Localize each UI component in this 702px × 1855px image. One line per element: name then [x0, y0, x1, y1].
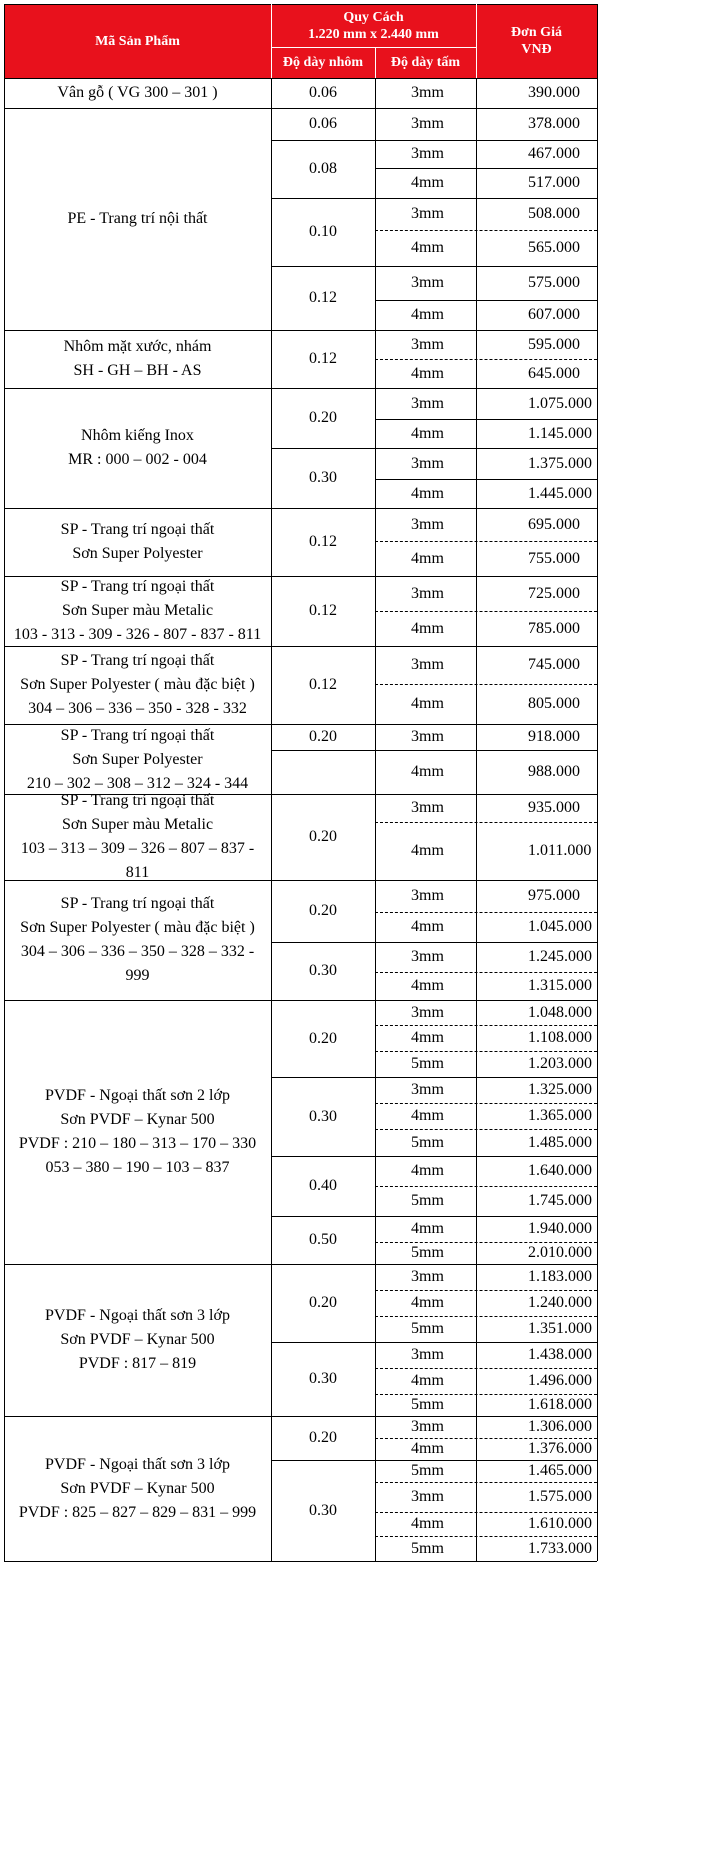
- aluminum-thickness: 0.10: [309, 223, 337, 240]
- sheet-thickness: 4mm: [411, 1372, 444, 1389]
- unit-price: 935.000: [528, 799, 580, 816]
- aluminum-thickness: 0.50: [309, 1231, 337, 1248]
- aluminum-thickness: 0.20: [309, 1294, 337, 1311]
- unit-price: 1.048.000: [528, 1003, 592, 1021]
- row-border: [4, 330, 597, 331]
- unit-price: 1.315.000: [528, 977, 592, 994]
- row-border: [375, 1438, 597, 1439]
- row-border: [375, 419, 597, 420]
- row-border: [375, 1242, 597, 1243]
- row-border: [375, 1025, 597, 1026]
- row-border: [271, 1077, 597, 1078]
- sheet-thickness: 5mm: [411, 1539, 444, 1557]
- row-border: [375, 1051, 597, 1052]
- aluminum-thickness: 0.20: [309, 1029, 337, 1047]
- product-name: SP - Trang trí ngoại thất Sơn Super Polyester ( màu đặc biệt ) 304 – 306 – 336 – 350 – 328 – 332 - 999: [20, 895, 255, 984]
- aluminum-thickness: 0.20: [309, 728, 337, 745]
- unit-price: 1.375.000: [528, 454, 592, 472]
- unit-price: 1.733.000: [528, 1539, 592, 1557]
- sheet-thickness: 3mm: [411, 728, 444, 745]
- unit-price: 1.445.000: [528, 484, 592, 502]
- unit-price: 1.575.000: [528, 1488, 592, 1505]
- sheet-thickness: 3mm: [411, 274, 444, 291]
- product-name: PVDF - Ngoại thất sơn 2 lớp Sơn PVDF – Kynar 500 PVDF : 210 – 180 – 313 – 170 – 330 053 – 380 – 190 – 103 – 837: [18, 1087, 257, 1176]
- unit-price: 378.000: [528, 115, 580, 132]
- unit-price: 725.000: [528, 584, 580, 602]
- sheet-thickness: 3mm: [411, 948, 444, 965]
- row-border: [375, 912, 597, 913]
- sheet-thickness: 5mm: [411, 1244, 444, 1261]
- row-border: [375, 1482, 597, 1483]
- row-border: [271, 448, 597, 449]
- row-border: [375, 822, 597, 823]
- sheet-thickness: 4mm: [411, 1162, 444, 1179]
- aluminum-thickness: 0.20: [309, 828, 337, 845]
- unit-price: 467.000: [528, 145, 580, 162]
- row-border: [271, 750, 597, 751]
- aluminum-thickness: 0.40: [309, 1177, 337, 1194]
- sheet-thickness: 4mm: [411, 174, 444, 191]
- sheet-thickness: 3mm: [411, 584, 444, 602]
- row-border: [375, 1290, 597, 1291]
- sheet-thickness: 4mm: [411, 918, 444, 935]
- unit-price: 508.000: [528, 205, 580, 222]
- product-name: PE - Trang trí nội thất: [67, 210, 208, 227]
- aluminum-thickness: 0.06: [309, 115, 337, 132]
- sheet-thickness: 5mm: [411, 1396, 444, 1413]
- sheet-thickness: 3mm: [411, 115, 444, 132]
- header-unit-price: [476, 4, 597, 78]
- unit-price: 1.240.000: [528, 1294, 592, 1311]
- row-border: [271, 140, 597, 141]
- header-currency: VNĐ: [521, 42, 552, 57]
- sheet-thickness: 4mm: [411, 1515, 444, 1532]
- row-border: [4, 880, 597, 881]
- unit-price: 607.000: [528, 306, 580, 323]
- aluminum-thickness: 0.12: [309, 350, 337, 367]
- unit-price: 1.618.000: [528, 1396, 592, 1413]
- sheet-thickness: 5mm: [411, 1462, 444, 1479]
- row-border: [4, 646, 597, 647]
- unit-price: 1.325.000: [528, 1081, 592, 1098]
- row-border: [375, 300, 597, 301]
- row-border: [375, 1394, 597, 1395]
- unit-price: 1.245.000: [528, 948, 592, 965]
- unit-price: 1.745.000: [528, 1192, 592, 1209]
- product-name: Nhôm kiếng Inox MR : 000 – 002 - 004: [68, 427, 207, 468]
- row-border: [375, 972, 597, 973]
- row-border: [4, 724, 597, 725]
- unit-price: 575.000: [528, 274, 580, 291]
- unit-price: 1.465.000: [528, 1462, 592, 1479]
- row-border: [375, 541, 597, 542]
- row-border: [4, 576, 597, 577]
- row-border: [4, 1264, 597, 1265]
- row-border: [375, 1186, 597, 1187]
- sheet-thickness: 5mm: [411, 1192, 444, 1209]
- row-border: [375, 611, 597, 612]
- aluminum-thickness: 0.06: [309, 84, 337, 101]
- row-border: [375, 168, 597, 169]
- aluminum-thickness: 0.12: [309, 602, 337, 619]
- sheet-thickness: 4mm: [411, 1440, 444, 1457]
- row-border: [375, 1536, 597, 1537]
- unit-price: 695.000: [528, 515, 580, 533]
- sheet-thickness: 3mm: [411, 145, 444, 162]
- unit-price: 1.365.000: [528, 1107, 592, 1124]
- sheet-thickness: 4mm: [411, 239, 444, 256]
- column-border: [4, 4, 5, 1561]
- sheet-thickness: 5mm: [411, 1320, 444, 1337]
- unit-price: 390.000: [528, 84, 580, 101]
- aluminum-thickness: 0.08: [309, 160, 337, 177]
- header-bottom-border: [4, 78, 597, 79]
- product-name: PVDF - Ngoại thất sơn 3 lớp Sơn PVDF – Kynar 500 PVDF : 825 – 827 – 829 – 831 – 999: [18, 1455, 257, 1521]
- sheet-thickness: 4mm: [411, 977, 444, 994]
- header-spec-divider: [271, 47, 476, 48]
- unit-price: 1.496.000: [528, 1372, 592, 1389]
- sheet-thickness: 3mm: [411, 515, 444, 533]
- row-border: [375, 1316, 597, 1317]
- sheet-thickness: 4mm: [411, 1220, 444, 1237]
- column-border: [271, 78, 272, 1561]
- row-border: [375, 1103, 597, 1104]
- row-border: [4, 508, 597, 509]
- sheet-thickness: 3mm: [411, 1268, 444, 1285]
- product-name: Nhôm mặt xước, nhám SH - GH – BH - AS: [63, 338, 212, 379]
- sheet-thickness: 3mm: [411, 1081, 444, 1098]
- sheet-thickness: 4mm: [411, 1029, 444, 1046]
- sheet-thickness: 3mm: [411, 84, 444, 101]
- header-col-divider: [476, 4, 477, 78]
- row-border: [375, 230, 597, 231]
- row-border: [4, 388, 597, 389]
- row-border: [375, 1512, 597, 1513]
- sheet-thickness: 4mm: [411, 763, 444, 780]
- unit-price: 1.438.000: [528, 1346, 592, 1363]
- aluminum-thickness: 0.30: [309, 1107, 337, 1125]
- unit-price: 1.640.000: [528, 1162, 592, 1179]
- sheet-thickness: 4mm: [411, 484, 444, 502]
- row-border: [4, 1416, 597, 1417]
- row-border: [271, 266, 597, 267]
- unit-price: 975.000: [528, 887, 580, 904]
- product-name: SP - Trang trí ngoại thất Sơn Super Polyester ( màu đặc biệt ) 304 – 306 – 336 – 350 - 328 - 332: [20, 652, 255, 717]
- aluminum-thickness: 0.12: [309, 676, 337, 693]
- unit-price: 988.000: [528, 763, 580, 780]
- sheet-thickness: 4mm: [411, 695, 444, 712]
- product-name: SP - Trang trí ngoại thất Sơn Super Polyester: [60, 521, 215, 562]
- header-spec-size: 1.220 mm x 2.440 mm: [308, 26, 439, 42]
- aluminum-thickness: 0.30: [309, 469, 337, 486]
- sheet-thickness: 3mm: [411, 656, 444, 673]
- aluminum-thickness: 0.30: [309, 962, 337, 979]
- sheet-thickness: 3mm: [411, 1346, 444, 1363]
- header-sheet-thickness: Độ dày tấm: [375, 47, 476, 78]
- unit-price: 2.010.000: [528, 1244, 592, 1261]
- sheet-thickness: 4mm: [411, 549, 444, 567]
- unit-price: 645.000: [528, 364, 580, 382]
- row-border: [375, 1368, 597, 1369]
- sheet-thickness: 5mm: [411, 1133, 444, 1151]
- row-border: [4, 1561, 597, 1562]
- unit-price: 1.940.000: [528, 1220, 592, 1237]
- column-border: [476, 78, 477, 1561]
- unit-price: 1.108.000: [528, 1029, 592, 1046]
- header-unit-price-label: Đơn Giá: [511, 25, 562, 40]
- sheet-thickness: 3mm: [411, 1003, 444, 1021]
- unit-price: 1.485.000: [528, 1133, 592, 1151]
- sheet-thickness: 3mm: [411, 454, 444, 472]
- product-name: SP - Trang trí ngoại thất Sơn Super màu Metalic 103 – 313 – 309 – 326 – 807 – 837 - 811: [20, 792, 255, 881]
- product-name: Vân gỗ ( VG 300 – 301 ): [57, 84, 218, 101]
- row-border: [375, 479, 597, 480]
- row-border: [271, 1156, 597, 1157]
- sheet-thickness: 4mm: [411, 424, 444, 442]
- sheet-thickness: 3mm: [411, 887, 444, 904]
- unit-price: 1.610.000: [528, 1515, 592, 1532]
- aluminum-thickness: 0.20: [309, 902, 337, 919]
- sheet-thickness: 3mm: [411, 1488, 444, 1505]
- unit-price: 565.000: [528, 239, 580, 256]
- sheet-thickness: 5mm: [411, 1055, 444, 1072]
- product-name: PVDF - Ngoại thất sơn 3 lớp Sơn PVDF – Kynar 500 PVDF : 817 – 819: [45, 1307, 230, 1372]
- product-name: SP - Trang trí ngoại thất Sơn Super màu Metalic 103 - 313 - 309 - 326 - 807 - 837 - 811: [13, 578, 262, 643]
- row-border: [271, 942, 597, 943]
- sheet-thickness: 4mm: [411, 364, 444, 382]
- unit-price: 1.351.000: [528, 1320, 592, 1337]
- aluminum-thickness: 0.20: [309, 409, 337, 426]
- unit-price: 805.000: [528, 695, 580, 712]
- column-border: [597, 4, 598, 1561]
- sheet-thickness: 4mm: [411, 619, 444, 637]
- sheet-thickness: 3mm: [411, 205, 444, 222]
- row-border: [271, 1216, 597, 1217]
- sheet-thickness: 3mm: [411, 335, 444, 353]
- unit-price: 1.145.000: [528, 424, 592, 442]
- unit-price: 785.000: [528, 619, 580, 637]
- row-border: [4, 794, 597, 795]
- header-product-code: Mã Sản Phẩm: [4, 4, 271, 78]
- sheet-thickness: 4mm: [411, 306, 444, 323]
- header-col-divider: [271, 4, 272, 78]
- table-top-border: [4, 4, 597, 5]
- row-border: [4, 1000, 597, 1001]
- unit-price: 517.000: [528, 174, 580, 191]
- column-border: [375, 78, 376, 1561]
- aluminum-thickness: 0.30: [309, 1501, 337, 1519]
- sheet-thickness: 3mm: [411, 1418, 444, 1435]
- aluminum-thickness: [271, 750, 375, 794]
- unit-price: 745.000: [528, 656, 580, 673]
- row-border: [271, 198, 597, 199]
- row-border: [375, 684, 597, 685]
- header-spec-title: Quy Cách: [343, 9, 404, 25]
- header-col-divider: [375, 47, 376, 78]
- unit-price: 595.000: [528, 335, 580, 353]
- unit-price: 1.183.000: [528, 1268, 592, 1285]
- product-name: SP - Trang trí ngoại thất Sơn Super Polyester 210 – 302 – 308 – 312 – 324 - 344: [26, 727, 249, 792]
- row-border: [375, 359, 597, 360]
- unit-price: 1.203.000: [528, 1055, 592, 1072]
- unit-price: 1.376.000: [528, 1440, 592, 1457]
- unit-price: 918.000: [528, 728, 580, 745]
- sheet-thickness: 4mm: [411, 1107, 444, 1124]
- sheet-thickness: 4mm: [411, 1294, 444, 1311]
- row-border: [375, 1129, 597, 1130]
- unit-price: 1.306.000: [528, 1418, 592, 1435]
- aluminum-thickness: 0.30: [309, 1370, 337, 1387]
- row-border: [4, 108, 597, 109]
- header-aluminum-thickness: Độ dày nhôm: [271, 47, 375, 78]
- row-border: [271, 1460, 597, 1461]
- unit-price: 755.000: [528, 549, 580, 567]
- unit-price: 1.045.000: [528, 918, 592, 935]
- sheet-thickness: 3mm: [411, 799, 444, 816]
- aluminum-thickness: 0.12: [309, 289, 337, 306]
- unit-price: 1.011.000: [528, 842, 592, 859]
- unit-price: 1.075.000: [528, 394, 592, 412]
- aluminum-thickness: 0.12: [309, 533, 337, 550]
- aluminum-thickness: 0.20: [309, 1429, 337, 1446]
- sheet-thickness: 3mm: [411, 394, 444, 412]
- row-border: [271, 1342, 597, 1343]
- sheet-thickness: 4mm: [411, 842, 444, 859]
- header-spec: [271, 4, 476, 47]
